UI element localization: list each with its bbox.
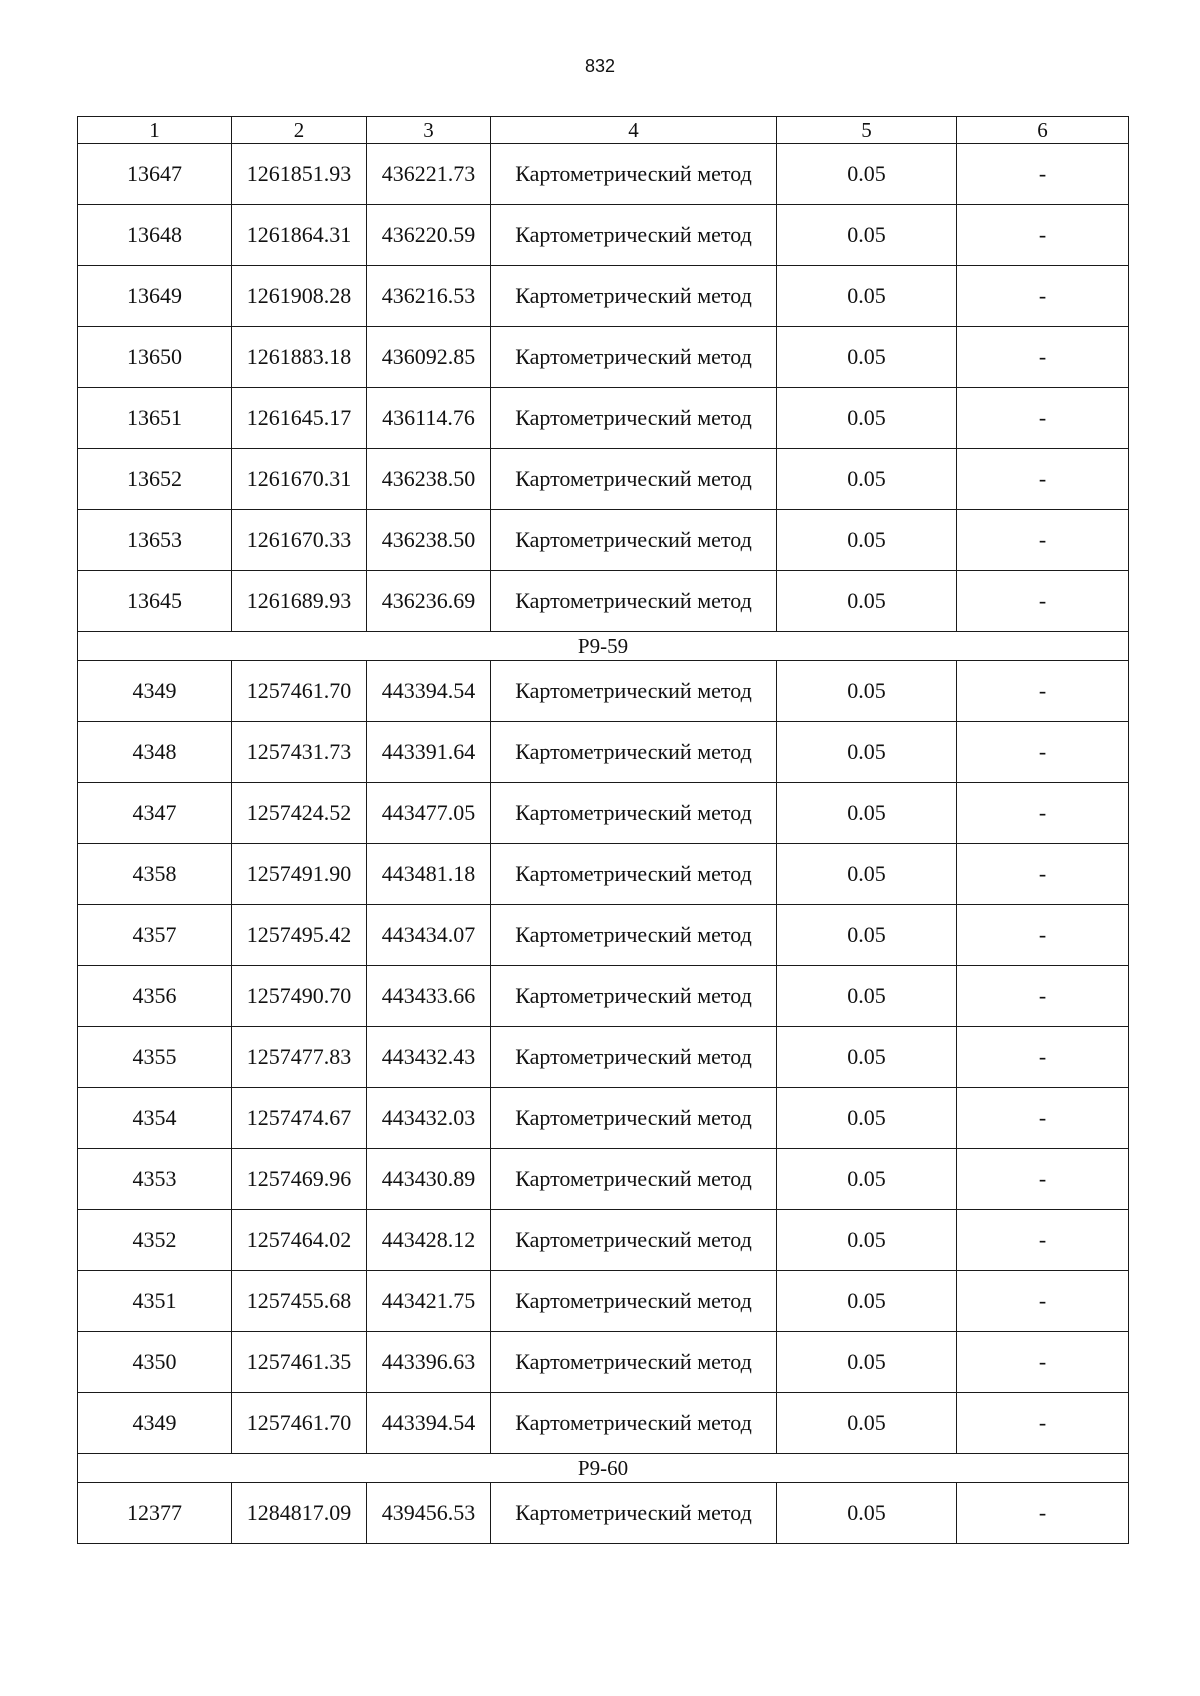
method-cell: Картометрический метод — [491, 783, 777, 844]
y-coordinate-cell: 443477.05 — [367, 783, 491, 844]
y-coordinate-cell: 436216.53 — [367, 266, 491, 327]
accuracy-cell: 0.05 — [777, 966, 957, 1027]
method-cell: Картометрический метод — [491, 1210, 777, 1271]
x-coordinate-cell: 1257464.02 — [232, 1210, 367, 1271]
table-row — [78, 388, 1129, 449]
point-number-cell: 13652 — [78, 449, 232, 510]
method-cell: Картометрический метод — [491, 844, 777, 905]
x-coordinate-cell: 1261851.93 — [232, 144, 367, 205]
note-cell: - — [957, 266, 1129, 327]
method-cell: Картометрический метод — [491, 449, 777, 510]
x-coordinate-cell: 1257455.68 — [232, 1271, 367, 1332]
method-cell: Картометрический метод — [491, 571, 777, 632]
note-cell: - — [957, 571, 1129, 632]
table-row — [78, 144, 1129, 205]
note-cell: - — [957, 1271, 1129, 1332]
method-cell: Картометрический метод — [491, 1393, 777, 1454]
note-cell: - — [957, 1483, 1129, 1544]
method-cell: Картометрический метод — [491, 388, 777, 449]
method-cell: Картометрический метод — [491, 1027, 777, 1088]
y-coordinate-cell: 436236.69 — [367, 571, 491, 632]
table-row — [78, 1271, 1129, 1332]
table-row — [78, 1210, 1129, 1271]
point-number-cell: 4351 — [78, 1271, 232, 1332]
accuracy-cell: 0.05 — [777, 905, 957, 966]
method-cell: Картометрический метод — [491, 1483, 777, 1544]
accuracy-cell: 0.05 — [777, 144, 957, 205]
y-coordinate-cell: 443481.18 — [367, 844, 491, 905]
x-coordinate-cell: 1261645.17 — [232, 388, 367, 449]
note-cell: - — [957, 783, 1129, 844]
table-row — [78, 571, 1129, 632]
table-row — [78, 1088, 1129, 1149]
point-number-cell: 4356 — [78, 966, 232, 1027]
y-coordinate-cell: 443430.89 — [367, 1149, 491, 1210]
x-coordinate-cell: 1257461.35 — [232, 1332, 367, 1393]
point-number-cell: 13651 — [78, 388, 232, 449]
accuracy-cell: 0.05 — [777, 1210, 957, 1271]
table-row — [78, 1332, 1129, 1393]
column-header: 2 — [232, 117, 367, 144]
accuracy-cell: 0.05 — [777, 388, 957, 449]
table-row — [78, 327, 1129, 388]
accuracy-cell: 0.05 — [777, 661, 957, 722]
x-coordinate-cell: 1284817.09 — [232, 1483, 367, 1544]
column-header: 6 — [957, 117, 1129, 144]
x-coordinate-cell: 1257431.73 — [232, 722, 367, 783]
note-cell: - — [957, 1393, 1129, 1454]
point-number-cell: 4350 — [78, 1332, 232, 1393]
note-cell: - — [957, 1027, 1129, 1088]
note-cell: - — [957, 327, 1129, 388]
x-coordinate-cell: 1257477.83 — [232, 1027, 367, 1088]
point-number-cell: 4349 — [78, 1393, 232, 1454]
table-row — [78, 205, 1129, 266]
accuracy-cell: 0.05 — [777, 1271, 957, 1332]
accuracy-cell: 0.05 — [777, 1332, 957, 1393]
point-number-cell: 4354 — [78, 1088, 232, 1149]
table-row — [78, 661, 1129, 722]
note-cell: - — [957, 144, 1129, 205]
accuracy-cell: 0.05 — [777, 1149, 957, 1210]
x-coordinate-cell: 1257461.70 — [232, 661, 367, 722]
note-cell: - — [957, 966, 1129, 1027]
note-cell: - — [957, 388, 1129, 449]
note-cell: - — [957, 449, 1129, 510]
accuracy-cell: 0.05 — [777, 449, 957, 510]
x-coordinate-cell: 1257491.90 — [232, 844, 367, 905]
point-number-cell: 13649 — [78, 266, 232, 327]
method-cell: Картометрический метод — [491, 905, 777, 966]
table-row — [78, 844, 1129, 905]
y-coordinate-cell: 443432.43 — [367, 1027, 491, 1088]
accuracy-cell: 0.05 — [777, 1088, 957, 1149]
table-row — [78, 1393, 1129, 1454]
y-coordinate-cell: 436238.50 — [367, 510, 491, 571]
note-cell: - — [957, 905, 1129, 966]
point-number-cell: 13653 — [78, 510, 232, 571]
method-cell: Картометрический метод — [491, 205, 777, 266]
table-row — [78, 266, 1129, 327]
method-cell: Картометрический метод — [491, 327, 777, 388]
y-coordinate-cell: 443394.54 — [367, 661, 491, 722]
method-cell: Картометрический метод — [491, 1332, 777, 1393]
point-number-cell: 4358 — [78, 844, 232, 905]
note-cell: - — [957, 661, 1129, 722]
note-cell: - — [957, 205, 1129, 266]
table-row — [78, 1149, 1129, 1210]
accuracy-cell: 0.05 — [777, 1483, 957, 1544]
x-coordinate-cell: 1257461.70 — [232, 1393, 367, 1454]
x-coordinate-cell: 1257424.52 — [232, 783, 367, 844]
x-coordinate-cell: 1261883.18 — [232, 327, 367, 388]
point-number-cell: 4348 — [78, 722, 232, 783]
method-cell: Картометрический метод — [491, 144, 777, 205]
accuracy-cell: 0.05 — [777, 783, 957, 844]
x-coordinate-cell: 1261689.93 — [232, 571, 367, 632]
point-number-cell: 13650 — [78, 327, 232, 388]
point-number-cell: 13648 — [78, 205, 232, 266]
note-cell: - — [957, 844, 1129, 905]
note-cell: - — [957, 1149, 1129, 1210]
method-cell: Картометрический метод — [491, 266, 777, 327]
accuracy-cell: 0.05 — [777, 327, 957, 388]
note-cell: - — [957, 722, 1129, 783]
accuracy-cell: 0.05 — [777, 205, 957, 266]
point-number-cell: 12377 — [78, 1483, 232, 1544]
x-coordinate-cell: 1261908.28 — [232, 266, 367, 327]
section-header-row — [78, 1454, 1129, 1483]
method-cell: Картометрический метод — [491, 661, 777, 722]
method-cell: Картометрический метод — [491, 722, 777, 783]
x-coordinate-cell: 1261670.31 — [232, 449, 367, 510]
x-coordinate-cell: 1261864.31 — [232, 205, 367, 266]
table-row — [78, 966, 1129, 1027]
x-coordinate-cell: 1261670.33 — [232, 510, 367, 571]
table-body — [78, 144, 1129, 1544]
column-header: 1 — [78, 117, 232, 144]
table-row — [78, 1483, 1129, 1544]
y-coordinate-cell: 443421.75 — [367, 1271, 491, 1332]
note-cell: - — [957, 510, 1129, 571]
table-header-row — [78, 117, 1129, 144]
coordinates-table — [77, 116, 1129, 1544]
y-coordinate-cell: 443396.63 — [367, 1332, 491, 1393]
point-number-cell: 4347 — [78, 783, 232, 844]
accuracy-cell: 0.05 — [777, 510, 957, 571]
table-row — [78, 722, 1129, 783]
method-cell: Картометрический метод — [491, 1271, 777, 1332]
table-row — [78, 449, 1129, 510]
accuracy-cell: 0.05 — [777, 1393, 957, 1454]
point-number-cell: 4355 — [78, 1027, 232, 1088]
method-cell: Картометрический метод — [491, 966, 777, 1027]
y-coordinate-cell: 443391.64 — [367, 722, 491, 783]
table-row — [78, 510, 1129, 571]
accuracy-cell: 0.05 — [777, 266, 957, 327]
y-coordinate-cell: 443433.66 — [367, 966, 491, 1027]
y-coordinate-cell: 436092.85 — [367, 327, 491, 388]
section-title: Р9-60 — [78, 1454, 1129, 1483]
table-row — [78, 783, 1129, 844]
column-header: 5 — [777, 117, 957, 144]
note-cell: - — [957, 1332, 1129, 1393]
accuracy-cell: 0.05 — [777, 571, 957, 632]
x-coordinate-cell: 1257469.96 — [232, 1149, 367, 1210]
accuracy-cell: 0.05 — [777, 722, 957, 783]
note-cell: - — [957, 1088, 1129, 1149]
accuracy-cell: 0.05 — [777, 1027, 957, 1088]
point-number-cell: 13647 — [78, 144, 232, 205]
y-coordinate-cell: 443428.12 — [367, 1210, 491, 1271]
method-cell: Картометрический метод — [491, 1088, 777, 1149]
point-number-cell: 4357 — [78, 905, 232, 966]
column-header: 4 — [491, 117, 777, 144]
table-row — [78, 1027, 1129, 1088]
y-coordinate-cell: 436221.73 — [367, 144, 491, 205]
column-header: 3 — [367, 117, 491, 144]
point-number-cell: 4353 — [78, 1149, 232, 1210]
y-coordinate-cell: 436220.59 — [367, 205, 491, 266]
method-cell: Картометрический метод — [491, 1149, 777, 1210]
table-row — [78, 905, 1129, 966]
page-number: 832 — [584, 56, 616, 76]
x-coordinate-cell: 1257490.70 — [232, 966, 367, 1027]
y-coordinate-cell: 436238.50 — [367, 449, 491, 510]
note-cell: - — [957, 1210, 1129, 1271]
section-title: Р9-59 — [78, 632, 1129, 661]
x-coordinate-cell: 1257495.42 — [232, 905, 367, 966]
x-coordinate-cell: 1257474.67 — [232, 1088, 367, 1149]
point-number-cell: 4352 — [78, 1210, 232, 1271]
method-cell: Картометрический метод — [491, 510, 777, 571]
y-coordinate-cell: 436114.76 — [367, 388, 491, 449]
point-number-cell: 4349 — [78, 661, 232, 722]
section-header-row — [78, 632, 1129, 661]
y-coordinate-cell: 439456.53 — [367, 1483, 491, 1544]
y-coordinate-cell: 443432.03 — [367, 1088, 491, 1149]
y-coordinate-cell: 443434.07 — [367, 905, 491, 966]
point-number-cell: 13645 — [78, 571, 232, 632]
y-coordinate-cell: 443394.54 — [367, 1393, 491, 1454]
accuracy-cell: 0.05 — [777, 844, 957, 905]
